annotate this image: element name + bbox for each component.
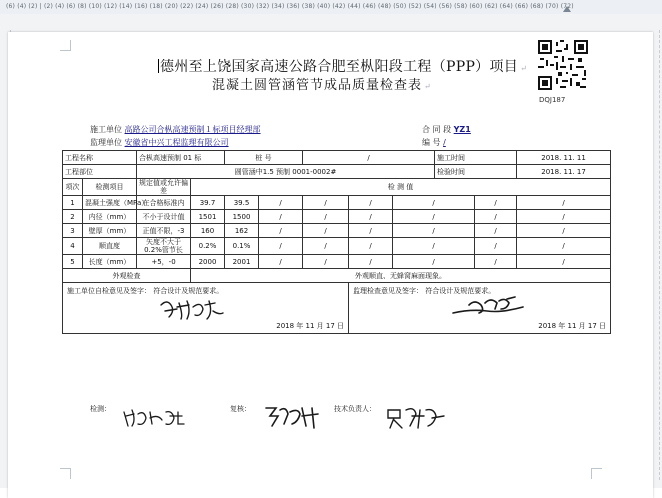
table-row	[63, 255, 611, 269]
number-row	[422, 137, 446, 148]
row-value[interactable]: 160	[191, 224, 225, 238]
row-value[interactable]: /	[303, 210, 349, 224]
row-value[interactable]: /	[393, 196, 475, 210]
row-value[interactable]: /	[303, 196, 349, 210]
row-value[interactable]: /	[475, 255, 517, 269]
opinion-row	[63, 283, 611, 334]
header-values: 检 测 值	[191, 179, 611, 196]
appearance-row	[63, 269, 611, 283]
ruler-indent-marker[interactable]	[563, 6, 571, 12]
inspector-label: 检测：	[90, 405, 111, 413]
row-value[interactable]: /	[517, 196, 611, 210]
row-value[interactable]: /	[393, 210, 475, 224]
title-line-2[interactable]	[212, 74, 432, 93]
inspector-signature-icon	[120, 406, 190, 430]
inspection-time-value[interactable]: 2018. 11. 17	[517, 165, 611, 179]
contractor-signature-icon	[157, 297, 227, 323]
appearance-label: 外观检查	[63, 269, 191, 283]
project-name-label: 工程名称	[63, 151, 137, 165]
row-value[interactable]: /	[349, 210, 393, 224]
ruler-ticks: (6) (4) (2) | (2) (4) (6) (8) (10) (12) (14) (16) (18) (20) (22) (24) (26) (28) (30) (32) (34) (36) (38) (40) (42) (44) (46) (48) (50) (52) (54) (56) (58) (60) (62) (64) (66) (68) (70) (72)	[6, 3, 574, 10]
row-index: 5	[63, 255, 83, 269]
row-value[interactable]: /	[303, 224, 349, 238]
row-value[interactable]: /	[475, 210, 517, 224]
row-value[interactable]: 1500	[225, 210, 259, 224]
row-value[interactable]: /	[349, 224, 393, 238]
row-spec: 不小于设计值	[137, 210, 191, 224]
stake-label: 桩 号	[225, 151, 303, 165]
table-row	[63, 210, 611, 224]
inspection-time-label: 检验时间	[435, 165, 517, 179]
row-value[interactable]: /	[393, 224, 475, 238]
title-line-2-text: 混凝土圆管涵管节成品质量检查表	[212, 78, 423, 93]
row-item: 壁厚（mm）	[83, 224, 137, 238]
paragraph-mark-icon: ↵	[424, 82, 432, 91]
crop-mark-bottom-right	[591, 468, 602, 479]
stake-value[interactable]: /	[303, 151, 435, 165]
row-value[interactable]: /	[517, 210, 611, 224]
number-value[interactable]: /	[443, 138, 446, 147]
supervision-unit-label: 监理单位	[90, 138, 122, 147]
construction-unit-row	[90, 124, 261, 135]
table-row	[63, 165, 611, 179]
construction-unit-value[interactable]: 高路公司合枞高速预制１标项目经理部	[124, 125, 261, 134]
row-value[interactable]: 2000	[191, 255, 225, 269]
row-value[interactable]: /	[259, 210, 303, 224]
row-value[interactable]: /	[303, 238, 349, 255]
row-item: 混凝土强度（MPa）	[83, 196, 137, 210]
row-spec: 在合格标准内	[137, 196, 191, 210]
row-value[interactable]: /	[349, 196, 393, 210]
row-value[interactable]: /	[259, 224, 303, 238]
document-code: DQJ187	[539, 96, 566, 104]
construction-time-value[interactable]: 2018. 11. 11	[517, 151, 611, 165]
number-label: 编 号	[422, 138, 441, 147]
title-line-1[interactable]	[158, 56, 527, 76]
contractor-date: 2018 年 11 月 17 日	[276, 322, 345, 330]
row-spec: 正值不限，-3	[137, 224, 191, 238]
contractor-opinion: 施工单位自检意见及签字： 符合设计及规范要求。	[67, 287, 224, 295]
row-index: 4	[63, 238, 83, 255]
row-value[interactable]: /	[517, 238, 611, 255]
row-value[interactable]: /	[349, 238, 393, 255]
row-value[interactable]: 39.7	[191, 196, 225, 210]
row-index: 1	[63, 196, 83, 210]
supervision-unit-row	[90, 137, 229, 148]
row-value[interactable]: /	[393, 255, 475, 269]
contract-value[interactable]: YZ1	[453, 125, 471, 134]
horizontal-ruler[interactable]	[0, 0, 662, 15]
project-name-value[interactable]: 合枞高速预制 01 标	[137, 151, 225, 165]
row-spec: 矢度不大于 0.2%管节长	[137, 238, 191, 255]
row-value[interactable]: /	[349, 255, 393, 269]
row-value[interactable]: /	[259, 238, 303, 255]
row-value[interactable]: 1501	[191, 210, 225, 224]
row-index: 2	[63, 210, 83, 224]
row-value[interactable]: /	[259, 255, 303, 269]
row-value[interactable]: /	[475, 196, 517, 210]
margin-guide-right	[659, 30, 660, 480]
supervision-unit-value[interactable]: 安徽省中兴工程监理有限公司	[124, 138, 229, 147]
supervisor-opinion-cell[interactable]	[349, 283, 611, 334]
appearance-value[interactable]: 外观顺直、无蜂窝麻面现象。	[191, 269, 611, 283]
contractor-opinion-cell[interactable]	[63, 283, 349, 334]
supervisor-opinion: 监理检查意见及签字： 符合设计及规范要求。	[353, 287, 496, 295]
table-row	[63, 196, 611, 210]
part-value[interactable]: 圆管涵中1.5 预制 0001-0002#	[137, 165, 435, 179]
row-item: 长度（mm）	[83, 255, 137, 269]
row-index: 3	[63, 224, 83, 238]
row-value[interactable]: 2001	[225, 255, 259, 269]
reviewer-signature-icon	[262, 404, 326, 430]
table-row	[63, 238, 611, 255]
construction-unit-label: 施工单位	[90, 125, 122, 134]
qr-code-icon	[538, 40, 588, 90]
table-row	[63, 224, 611, 238]
row-value[interactable]: 0.1%	[225, 238, 259, 255]
table-row	[63, 151, 611, 165]
row-value[interactable]: /	[475, 238, 517, 255]
row-item: 顺直度	[83, 238, 137, 255]
row-value[interactable]: /	[517, 255, 611, 269]
text-cursor	[158, 59, 159, 73]
crop-mark-bottom-left	[60, 468, 71, 479]
tech-lead-label: 技术负责人：	[334, 405, 376, 413]
row-value[interactable]: 0.2%	[191, 238, 225, 255]
contract-label: 合 同 段	[422, 125, 452, 134]
table-header-row	[63, 179, 611, 196]
tech-lead-signature-icon	[384, 404, 448, 432]
title-line-1-text: 德州至上饶国家高速公路合肥至枞阳段工程（PPP）项目	[160, 59, 519, 75]
row-item: 内径（mm）	[83, 210, 137, 224]
header-index: 项次	[63, 179, 83, 196]
supervisor-date: 2018 年 11 月 17 日	[538, 322, 607, 330]
row-value[interactable]: /	[259, 196, 303, 210]
contract-row	[422, 124, 471, 135]
row-value[interactable]: /	[517, 224, 611, 238]
supervisor-signature-icon	[451, 295, 527, 317]
part-label: 工程部位	[63, 165, 137, 179]
reviewer-label: 复核：	[230, 405, 251, 413]
row-value[interactable]: /	[303, 255, 349, 269]
quality-check-table	[62, 150, 611, 334]
row-value[interactable]: 39.5	[225, 196, 259, 210]
row-value[interactable]: /	[475, 224, 517, 238]
crop-mark-top-left	[60, 40, 71, 51]
paragraph-mark-icon: ↵	[520, 64, 528, 73]
row-value[interactable]: /	[393, 238, 475, 255]
header-item: 检测项目	[83, 179, 137, 196]
construction-time-label: 施工时间	[435, 151, 517, 165]
header-spec: 规定值或允许偏差	[137, 179, 191, 196]
row-value[interactable]: 162	[225, 224, 259, 238]
row-spec: +5，-0	[137, 255, 191, 269]
